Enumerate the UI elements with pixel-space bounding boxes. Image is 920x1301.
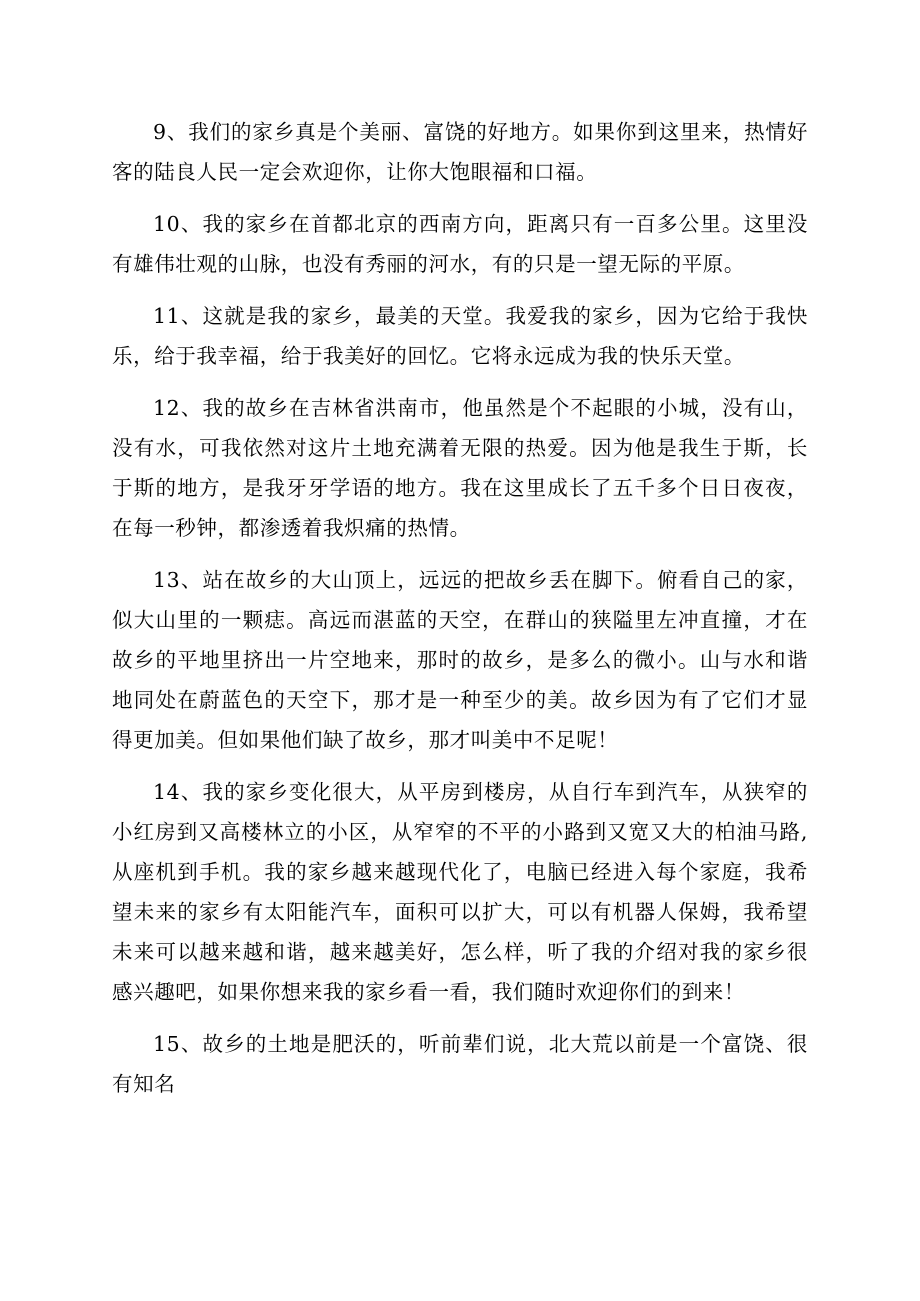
paragraph-9: 9、我们的家乡真是个美丽、富饶的好地方。如果你到这里来，热情好客的陆良人民一定会欢迎你，让你大饱眼福和口福。 (112, 120, 808, 184)
document-page (112, 112, 808, 1104)
paragraph-12: 12、我的故乡在吉林省洪南市，他虽然是个不起眼的小城，没有山，没有水，可我依然对这片土地充满着无限的热爱。因为他是我生于斯，长于斯的地方，是我牙牙学语的地方。我在这里成长了五千多个日日夜夜，在每一秒钟，都渗透着我炽痛的热情。 (112, 396, 808, 540)
paragraph-14: 14、我的家乡变化很大，从平房到楼房，从自行车到汽车，从狭窄的小红房到又高楼林立的小区，从窄窄的不平的小路到又宽又大的柏油马路,从座机到手机。我的家乡越来越现代化了，电脑已经进入每个家庭，我希望未来的家乡有太阳能汽车，面积可以扩大，可以有机器人保姆，我希望未来可以越来越和谐，越来越美好，怎么样，听了我的介绍对我的家乡很感兴趣吧，如果你想来我的家乡看一看，我们随时欢迎你们的到来！ (112, 780, 808, 1004)
paragraph-15: 15、故乡的土地是肥沃的，听前辈们说，北大荒以前是一个富饶、很有知名 (112, 1032, 808, 1096)
paragraph-10: 10、我的家乡在首都北京的西南方向，距离只有一百多公里。这里没有雄伟壮观的山脉，也没有秀丽的河水，有的只是一望无际的平原。 (112, 212, 808, 276)
paragraph-11: 11、这就是我的家乡，最美的天堂。我爱我的家乡，因为它给于我快乐，给于我幸福，给于我美好的回忆。它将永远成为我的快乐天堂。 (112, 304, 808, 368)
paragraph-13: 13、站在故乡的大山顶上，远远的把故乡丢在脚下。俯看自己的家，似大山里的一颗痣。高远而湛蓝的天空，在群山的狭隘里左冲直撞，才在故乡的平地里挤出一片空地来，那时的故乡，是多么的微小。山与水和谐地同处在蔚蓝色的天空下，那才是一种至少的美。故乡因为有了它们才显得更加美。但如果他们缺了故乡，那才叫美中不足呢！ (112, 568, 808, 752)
